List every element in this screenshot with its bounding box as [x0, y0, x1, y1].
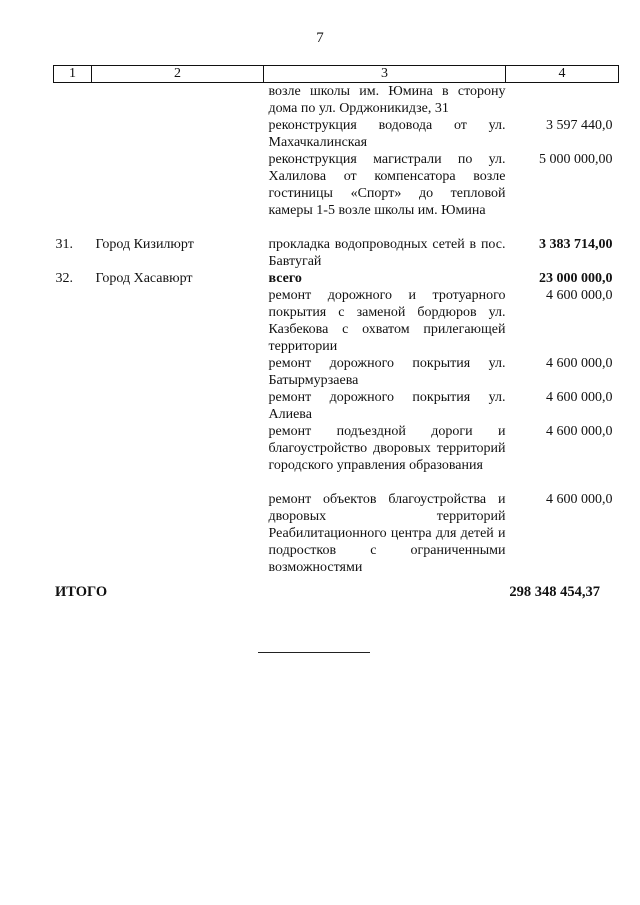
- item-text: ремонт подъездной дороги и благоустройство дворовых территорий городского управления образования: [268, 424, 506, 473]
- row-number: 31.: [55, 237, 73, 252]
- table-row: [54, 270, 619, 576]
- item-amount: 4 600 000,0: [546, 356, 613, 371]
- closing-rule: [258, 652, 370, 653]
- budget-table: [53, 65, 619, 576]
- item-amount: 5 000 000,00: [539, 152, 613, 167]
- row-items: [264, 83, 506, 237]
- page-number: 7: [316, 30, 324, 46]
- item-text: прокладка водопроводных сетей в пос. Бавтугай: [268, 237, 506, 269]
- item-text: ремонт объектов благоустройства и дворовых территорий Реабилитационного центра для детей и подростков с ограниченными возможностями: [268, 492, 506, 575]
- row-amounts: [506, 270, 619, 576]
- table-row: [54, 83, 619, 237]
- row-amounts: [506, 236, 619, 270]
- row-amounts: [506, 83, 619, 237]
- item-amount: 4 600 000,0: [546, 390, 613, 405]
- row-city: Город Кизилюрт: [95, 237, 194, 252]
- item-amount: 3 383 714,00: [539, 237, 613, 252]
- table-header-row: [54, 66, 619, 83]
- row-items: [264, 270, 506, 576]
- item-text: возле школы им. Юмина в сторону дома по ул. Орджоникидзе, 31: [268, 84, 506, 116]
- item-text: реконструкция магистрали по ул. Халилова от компенсатора возле гостиницы «Спорт» до тепловой камеры 1-5 возле школы им. Юмина: [268, 152, 506, 218]
- row-number: 32.: [55, 271, 73, 286]
- item-amount: 4 600 000,0: [546, 492, 613, 507]
- item-amount: 23 000 000,0: [539, 271, 613, 286]
- row-city: Город Хасавюрт: [95, 271, 193, 286]
- item-text: ремонт дорожного покрытия ул. Алиева: [268, 390, 506, 422]
- item-amount: 3 597 440,0: [546, 118, 613, 133]
- total-value: 298 348 454,37: [509, 584, 600, 600]
- table-row: [54, 236, 619, 270]
- item-text: ремонт дорожного покрытия ул. Батырмурзаева: [268, 356, 506, 388]
- total-label: ИТОГО: [55, 584, 108, 600]
- column-header-4: 4: [506, 66, 619, 83]
- column-header-1: 1: [54, 66, 92, 83]
- item-amount: [506, 83, 613, 117]
- row-items: [264, 236, 506, 270]
- row-number: [54, 83, 92, 237]
- item-amount: 4 600 000,0: [546, 424, 613, 439]
- item-text: реконструкция водовода от ул. Махачкалинская: [268, 118, 506, 150]
- column-header-2: 2: [92, 66, 264, 83]
- item-text: всего: [268, 271, 302, 286]
- row-city: [92, 83, 264, 237]
- item-text: ремонт дорожного и тротуарного покрытия с заменой бордюров ул. Казбекова с охватом прилегающей территории: [268, 288, 506, 354]
- item-amount: 4 600 000,0: [546, 288, 613, 303]
- column-header-3: 3: [264, 66, 506, 83]
